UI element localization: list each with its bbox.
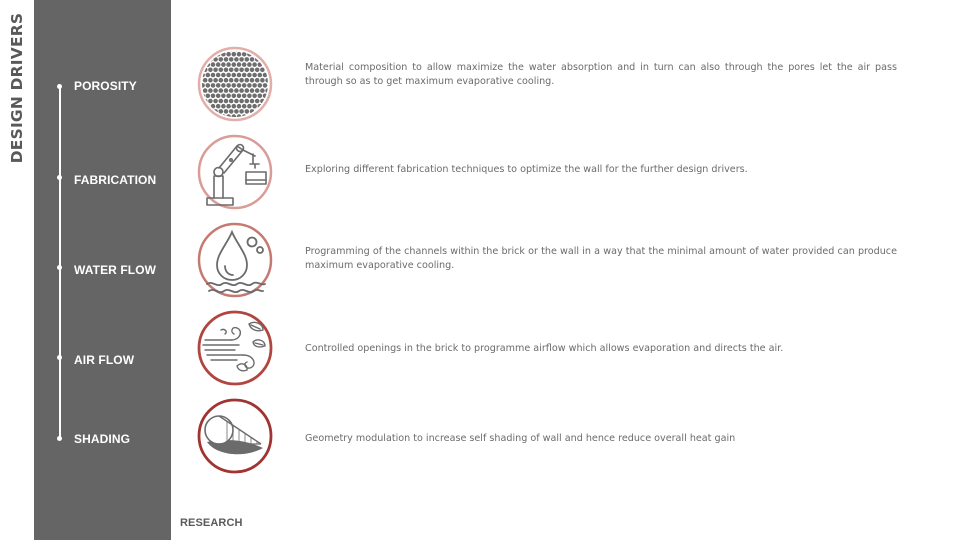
- wind-leaves-icon: [197, 310, 273, 386]
- footer-label: RESEARCH: [180, 517, 243, 529]
- sidebar-item-water-flow: WATER FLOW: [74, 263, 157, 277]
- sidebar-item-air-flow: AIR FLOW: [74, 353, 135, 367]
- timeline-dot-water-flow: [57, 265, 62, 270]
- timeline-line: [59, 86, 61, 438]
- timeline-dot-air-flow: [57, 355, 62, 360]
- air-flow-description: Controlled openings in the brick to programme airflow which allows evaporation and directs the air.: [305, 343, 784, 354]
- water-flow-description: Programming of the channels within the brick or the wall in a way that the minimal amount of water provided can produce maximum evaporative cooling.: [305, 246, 897, 271]
- page-title: DESIGN DRIVERS: [8, 12, 26, 164]
- porous-texture-icon: [197, 46, 273, 122]
- timeline-dot-fabrication: [57, 175, 62, 180]
- shading-sphere-icon: [197, 398, 273, 474]
- fabrication-description: Exploring different fabrication techniques to optimize the wall for the further design drivers.: [305, 164, 748, 175]
- sidebar-item-shading: SHADING: [74, 432, 131, 446]
- shading-description: Geometry modulation to increase self shading of wall and hence reduce overall heat gain: [305, 433, 736, 444]
- timeline-dot-shading: [57, 436, 62, 441]
- porosity-description: Material composition to allow maximize the water absorption and in turn can also through the pores let the air pass through so as to get maximum evaporative cooling.: [305, 62, 897, 87]
- water-drop-icon: [197, 222, 273, 298]
- robotic-arm-icon: [197, 134, 273, 210]
- timeline-dot-porosity: [57, 84, 62, 89]
- sidebar-item-porosity: POROSITY: [74, 79, 137, 93]
- sidebar-item-fabrication: FABRICATION: [74, 173, 157, 187]
- vertical-page-title-area: [0, 0, 34, 170]
